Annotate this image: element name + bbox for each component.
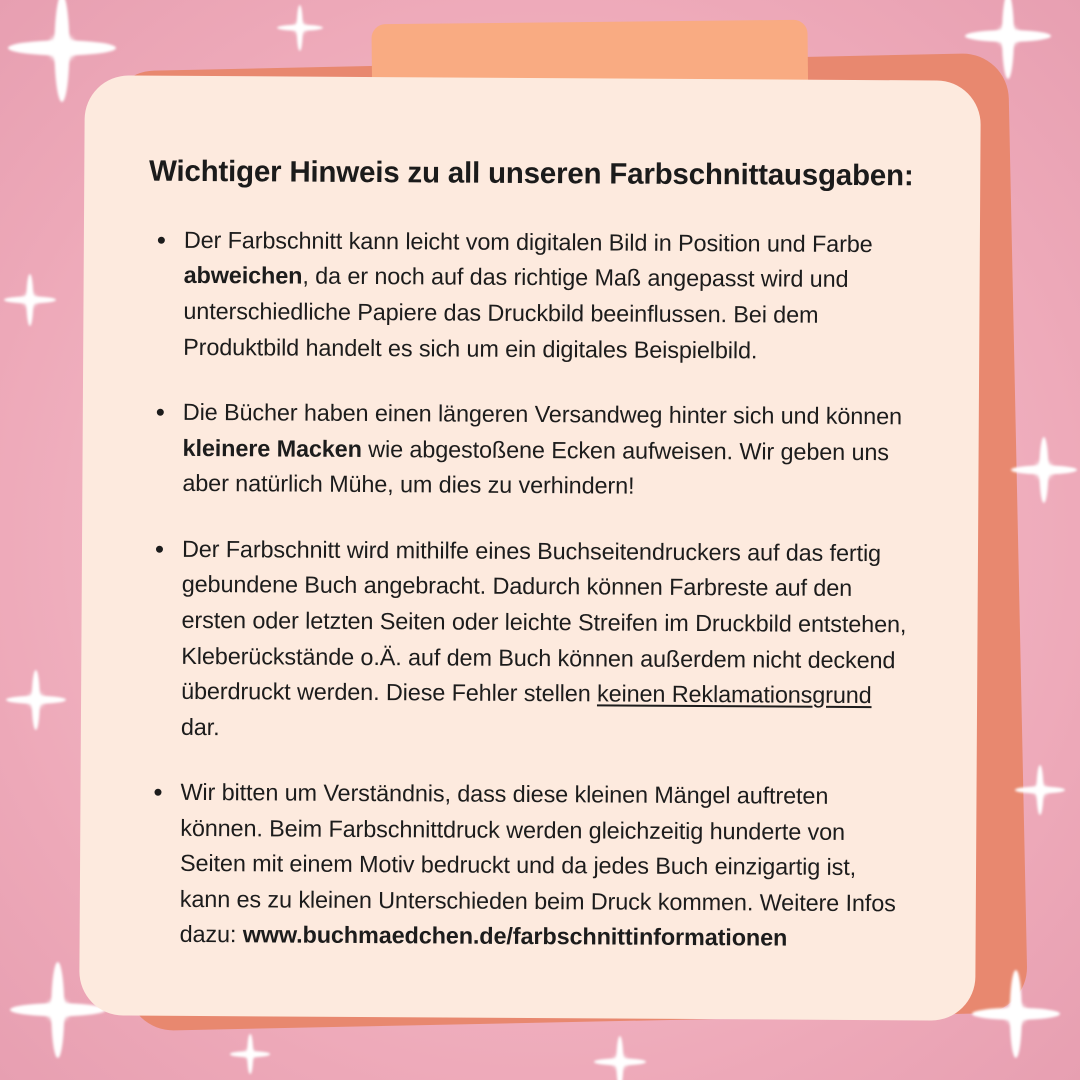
list-item bbox=[147, 531, 914, 749]
body-text: wie abgestoßene Ecken aufweisen. Wir geben uns aber natürlich Mühe, um dies zu verhindern! bbox=[182, 435, 890, 499]
body-text: Die Bücher haben einen längeren Versandweg hinter sich und können bbox=[182, 399, 903, 430]
sparkle-icon bbox=[1011, 437, 1077, 503]
underlined-text: keinen Reklamationsgrund bbox=[596, 680, 872, 709]
body-text: dar. bbox=[180, 713, 220, 740]
emphasis-text: kleinere Macken bbox=[182, 434, 362, 462]
sparkle-icon bbox=[230, 1034, 270, 1074]
note-card bbox=[79, 75, 981, 1020]
notice-bullet-list bbox=[136, 222, 922, 957]
sparkle-icon bbox=[6, 670, 66, 730]
list-item bbox=[148, 395, 915, 506]
body-text: Wir bitten um Verständnis, dass diese kleinen Mängel auftreten können. Beim Farbschnittdruck werden gleichzeitig hunderte von Seiten mit einem Motiv bedruckt und da jedes Buch einzigartig ist, kann es zu kleinen Unterschieden beim Druck kommen. Weitere Infos dazu: bbox=[179, 779, 896, 948]
emphasis-text: abweichen bbox=[183, 262, 303, 290]
sparkle-icon bbox=[277, 5, 323, 51]
list-item bbox=[146, 775, 913, 957]
page-title: Wichtiger Hinweis zu all unseren Farbschnittausgaben: bbox=[148, 154, 914, 193]
body-text: Der Farbschnitt wird mithilfe eines Buchseitendruckers auf das fertig gebundene Buch angebracht. Dadurch können Farbreste auf den ersten oder letzten Seiten oder leichte Streifen im Druckbild entstehen, Kleberückstände o.Ä. auf dem Buch können außerdem nicht deckend überdruckt werden. Diese Fehler stellen bbox=[181, 535, 907, 707]
body-text: , da er noch auf das richtige Maß angepasst wird und unterschiedliche Papiere das Druckbild beeinflussen. Bei dem Produktbild handelt es sich um ein digitales Beispielbild. bbox=[183, 263, 849, 363]
sparkle-icon bbox=[4, 274, 56, 326]
sparkle-icon bbox=[594, 1036, 646, 1080]
body-text: Der Farbschnitt kann leicht vom digitalen Bild in Position und Farbe bbox=[183, 226, 873, 257]
emphasis-text: www.buchmaedchen.de/farbschnittinformationen bbox=[242, 921, 788, 952]
list-item bbox=[149, 223, 916, 370]
